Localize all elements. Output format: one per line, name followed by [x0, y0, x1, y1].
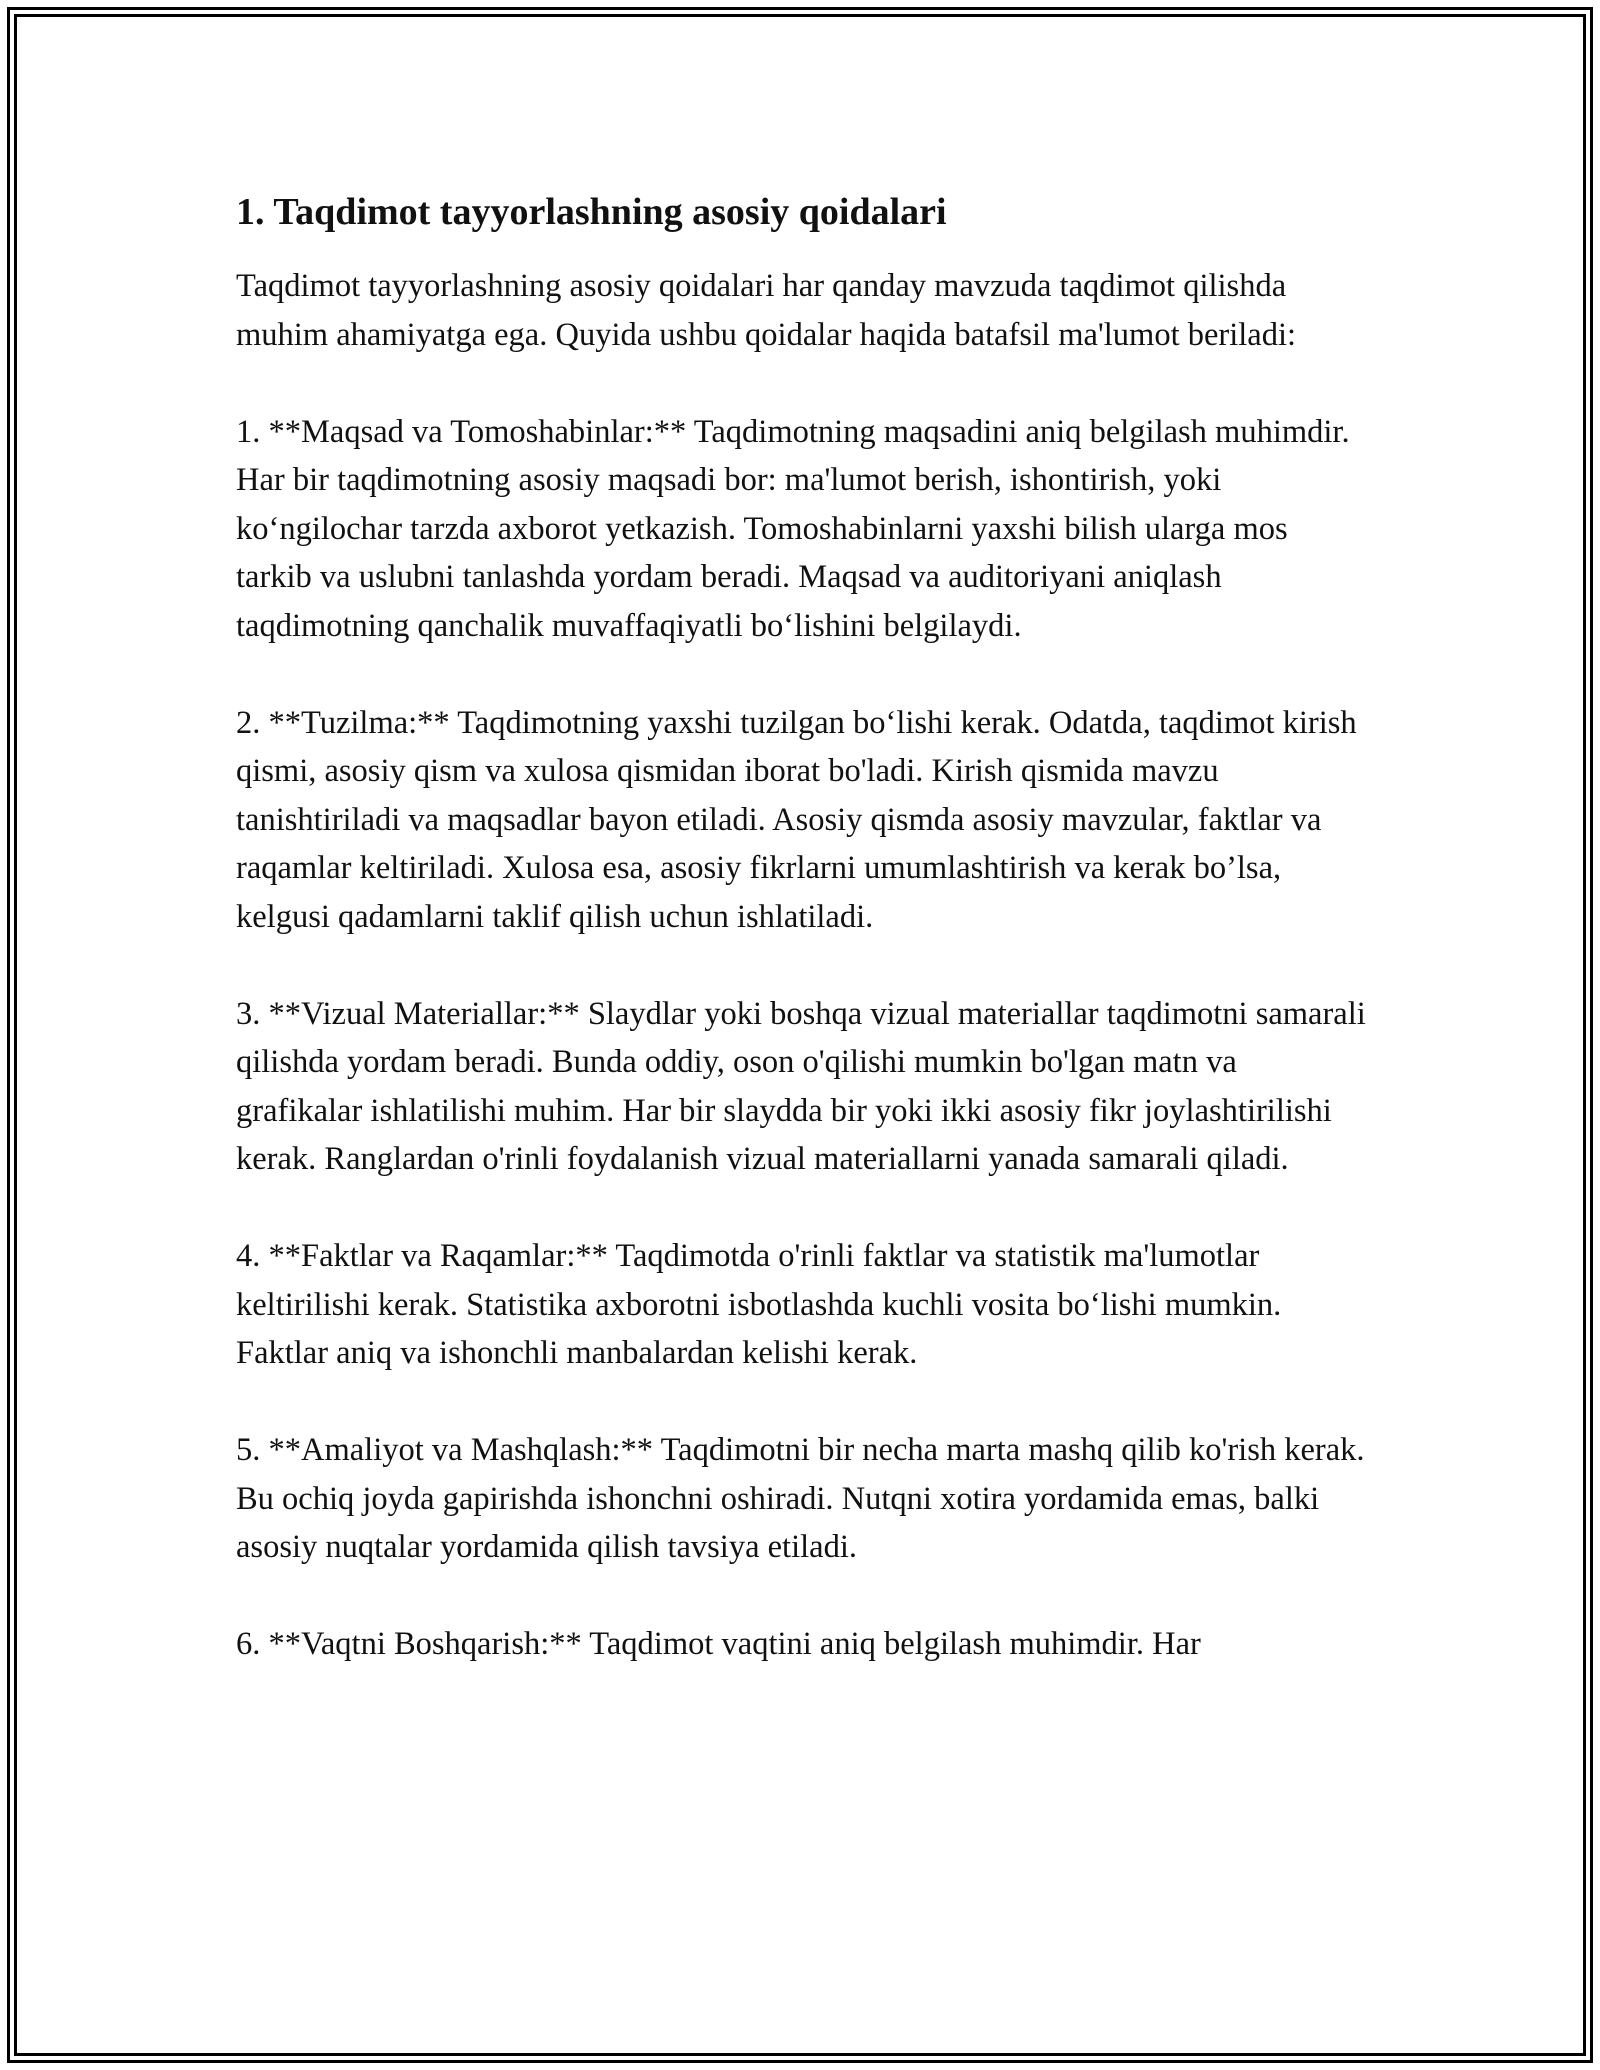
rule-paragraph-4: 4. **Faktlar va Raqamlar:** Taqdimotda o'rinli faktlar va statistik ma'lumotlar keltirilishi kerak. Statistika axborotni isbotlashda kuchli vosita bo‘lishi mumkin. Faktlar aniq va ishonchli manbalardan kelishi kerak. — [236, 1238, 1282, 1371]
rule-paragraph-2: 2. **Tuzilma:** Taqdimotning yaxshi tuzilgan bo‘lishi kerak. Odatda, taqdimot kirish qismi, asosiy qism va xulosa qismidan iborat bo'ladi. Kirish qismida mavzu tanishtiriladi va maqsadlar bayon etiladi. Asosiy qismda asosiy mavzular, faktlar va raqamlar keltiriladi. Xulosa esa, asosiy fikrlarni umumlashtirish va kerak bo’lsa, kelgusi qadamlarni taklif qilish uchun ishlatiladi. — [236, 704, 1357, 935]
rule-paragraph-5: 5. **Amaliyot va Mashqlash:** Taqdimotni bir necha marta mashq qilib ko'rish kerak. Bu ochiq joyda gapirishda ishonchni oshiradi. Nutqni xotira yordamida emas, balki asosiy nuqtalar yordamida qilish tavsiya etiladi. — [236, 1432, 1365, 1565]
document-body — [236, 188, 1366, 1717]
rule-paragraph-6: 6. **Vaqtni Boshqarish:** Taqdimot vaqtini aniq belgilash muhimdir. Har — [236, 1626, 1201, 1662]
rule-paragraph-3: 3. **Vizual Materiallar:** Slaydlar yoki boshqa vizual materiallar taqdimotni samarali qilishda yordam beradi. Bunda oddiy, oson o'qilishi mumkin bo'lgan matn va grafikalar ishlatilishi muhim. Har bir slaydda bir yoki ikki asosiy fikr joylashtirilishi kerak. Ranglardan o'rinli foydalanish vizual materiallarni yanada samarali qiladi. — [236, 995, 1366, 1177]
intro-paragraph: Taqdimot tayyorlashning asosiy qoidalari har qanday mavzuda taqdimot qilishda muhim ahamiyatga ega. Quyida ushbu qoidalar haqida batafsil ma'lumot beriladi: — [236, 268, 1297, 353]
rule-paragraph-1: 1. **Maqsad va Tomoshabinlar:** Taqdimotning maqsadini aniq belgilash muhimdir. Har bir taqdimotning asosiy maqsadi bor: ma'lumot berish, ishontirish, yoki ko‘ngilochar tarzda axborot yetkazish. Tomoshabinlarni yaxshi bilish ularga mos tarkib va uslubni tanlashda yordam beradi. Maqsad va auditoriyani aniqlash taqdimotning qanchalik muvaffaqiyatli bo‘lishini belgilaydi. — [236, 413, 1350, 644]
section-heading: 1. Taqdimot tayyorlashning asosiy qoidalari — [236, 191, 947, 233]
